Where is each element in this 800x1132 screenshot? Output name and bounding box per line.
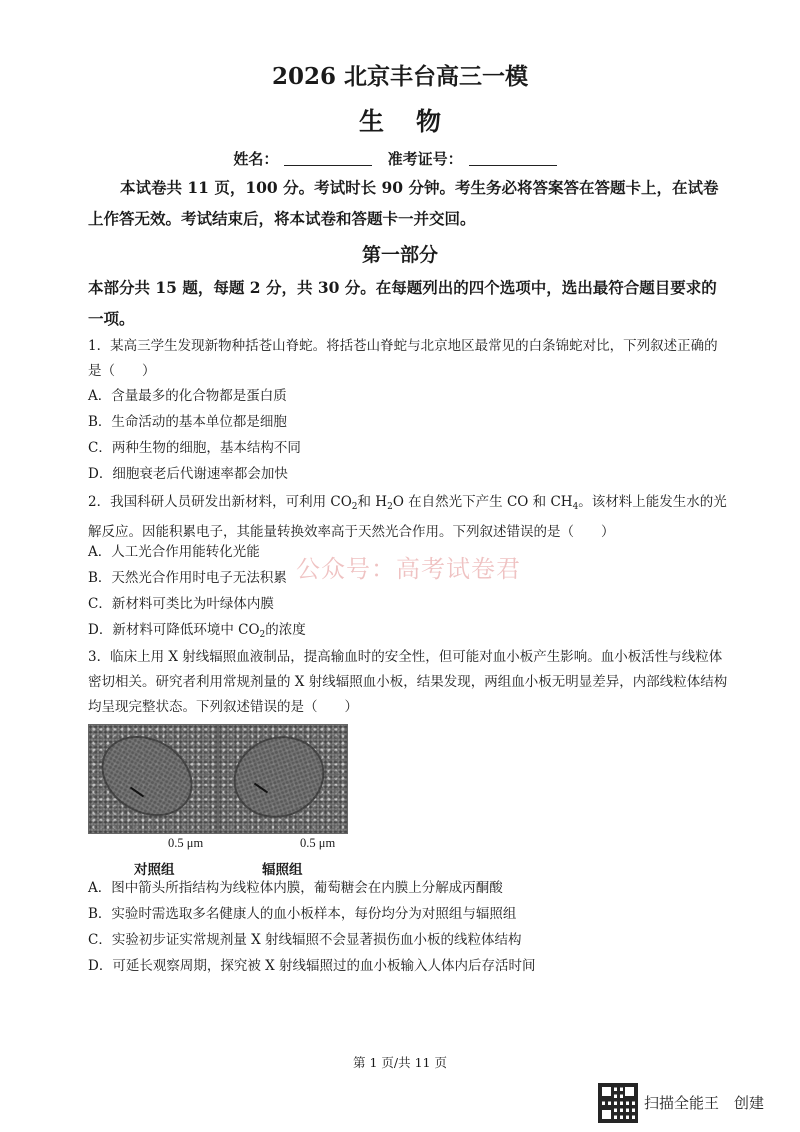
watermark: 公众号：高考试卷君 <box>296 555 521 583</box>
qr-code-icon <box>598 1083 638 1123</box>
scan-badge-text: 扫描全能王 创建 <box>644 1094 765 1112</box>
question-2-stem: 2．我国科研人员研发出新材料，可利用 $CO_2$和 $H_2O$ 在自然光下产生 CO 和 $CH_4$。该材料上能发生水的光解反应。因能积累电子，其能量转换效率高于天然光合作用。下列叙述错误的是（ ） <box>88 494 727 540</box>
subject-title: 生物 <box>358 107 473 136</box>
scale-label-left: 0.5 μm <box>168 836 204 850</box>
candidate-info-line <box>0 148 800 169</box>
question-2-option-b: B．天然光合作用时电子无法积累 <box>88 570 287 586</box>
part-description: 本部分共 15 题，每题 2 分，共 30 分。在每题列出的四个选项中，选出最符合题目要求的一项。 <box>88 278 717 328</box>
scale-label-right: 0.5 μm <box>300 836 336 850</box>
micrograph-figure <box>88 724 350 832</box>
question-1-option-d: D．细胞衰老后代谢速率都会加快 <box>88 466 288 482</box>
scan-badge <box>598 1083 778 1123</box>
id-label: 准考证号： <box>387 150 463 168</box>
part-title: 第一部分 <box>361 244 438 266</box>
question-2-option-d: D．新材料可降低环境中 $CO_2$的浓度 <box>88 622 306 640</box>
question-1-option-c: C．两种生物的细胞，基本结构不同 <box>88 440 301 456</box>
question-3-stem: 3．临床上用 X 射线辐照血液制品，提高输血时的安全性，但可能对血小板产生影响。血小板活性与线粒体密切相关。研究者利用常规剂量的 X 射线辐照血小板，结果发现，两组血小板无明显差异，内部线粒体结构均呈现完整状态。下列叙述错误的是（ ） <box>88 649 728 715</box>
question-1-stem: 1．某高三学生发现新物种括苍山脊蛇。将括苍山脊蛇与北京地区最常见的白条锦蛇对比，下列叙述正确的是（ ） <box>88 338 718 379</box>
id-blank <box>469 151 557 166</box>
question-3-option-d: D．可延长观察周期，探究被 X 射线辐照过的血小板输入人体内后存活时间 <box>88 958 536 974</box>
question-3-option-c: C．实验初步证实常规剂量 X 射线辐照不会显著损伤血小板的线粒体结构 <box>88 932 522 948</box>
exam-notice: 本试卷共 11 页，100 分。考试时长 90 分钟。考生务必将答案答在答题卡上，在试卷上作答无效。考试结束后，将本试卷和答题卡一并交回。 <box>88 178 719 228</box>
question-1-option-a: A．含量最多的化合物都是蛋白质 <box>88 388 287 404</box>
irradiated-group-micrograph <box>218 724 348 834</box>
question-1-option-b: B．生命活动的基本单位都是细胞 <box>88 414 287 430</box>
name-label: 姓名： <box>233 150 279 168</box>
caption-irradiated-group: 辐照组 <box>262 862 303 878</box>
question-2-option-c: C．新材料可类比为叶绿体内膜 <box>88 596 274 612</box>
name-blank <box>284 151 372 166</box>
question-3-option-a: A．图中箭头所指结构为线粒体内膜，葡萄糖会在内膜上分解成丙酮酸 <box>88 880 503 896</box>
page-footer: 第 1 页/共 11 页 <box>353 1055 447 1070</box>
question-3-option-b: B．实验时需选取多名健康人的血小板样本，每份均分为对照组与辐照组 <box>88 906 517 922</box>
exam-title: 2026 北京丰台高三一模 <box>271 63 529 90</box>
caption-control-group: 对照组 <box>134 862 175 878</box>
question-2-option-a: A．人工光合作用能转化光能 <box>88 544 260 560</box>
control-group-micrograph <box>88 724 218 834</box>
